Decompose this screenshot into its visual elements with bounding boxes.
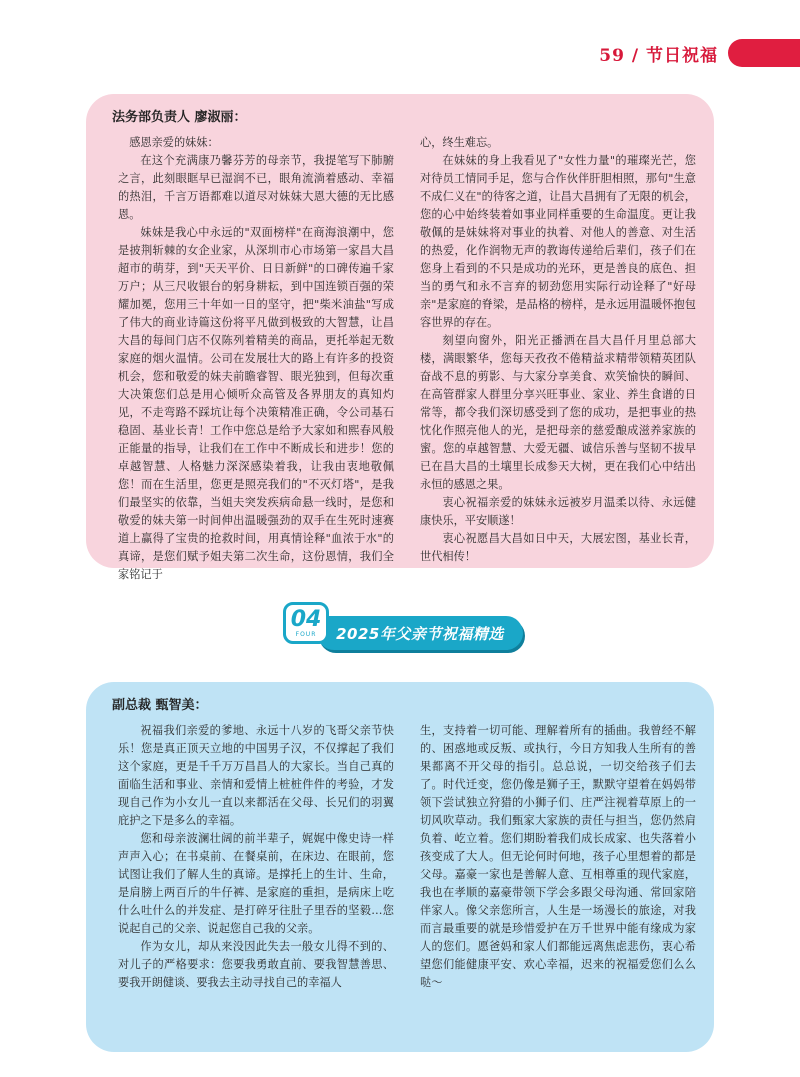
message-author-title: 法务部负责人 廖淑丽： <box>112 110 247 125</box>
message-paragraph: 生，支持着一切可能、理解着所有的插曲。我曾经不解的、困惑地或反叛、或执行，今日方知我人生所有的善果都离不开父母的指引。总总说，一切交给孩子们去了。时代迁变，您仍像是狮子王，默默守望着在妈妈带领下尝试独立狩猎的小狮子们、庄严注视着草原上的一切风吹草动。我们甄家大家族的责任与担当，您仍然肩负着、屹立着。您们期盼着我们成长成家、也失落着小孩变成了大人。但无论何时何地，孩子心里想着的都是父母。嘉豪一家也是善解人意、互相尊重的现代家庭，我也在孝顺的嘉豪带领下学会多跟父母沟通、常回家陪伴家人。像父亲您所言，人生是一场漫长的旅途，对我而言最重要的就是珍惜爱护在万千世界中能有缘成为家人的您们。愿爸妈和家人们都能远离焦虑悲伤，衷心希望您们能健康平安、欢心幸福，迟来的祝福爱您们么么哒～ <box>420 724 696 989</box>
message-column-right <box>420 722 696 1042</box>
message-paragraph: 在妹妹的身上我看见了"女性力量"的璀璨光芒，您对待员工情同手足，您与合作伙伴肝胆相照，那句"生意不成仁义在"的待客之道，让昌大昌拥有了无限的机会，您的心中始终装着如事业同样重要的生命温度。更让我敬佩的是妹妹将对事业的执着、对他人的善意、对生活的热爱，化作润物无声的教诲传递给后辈们，孩子们在您身上看到的不只是成功的光环，更是善良的底色、担当的勇气和永不言弃的韧劲您用实际行动诠释了"好母亲"是家庭的脊梁，是品格的榜样，是永远用温暖怀抱包容世界的存在。 <box>420 154 696 329</box>
section-banner-bar <box>317 616 523 650</box>
section-number-word: FOUR <box>295 630 317 638</box>
message-author-title: 副总裁 甄智美： <box>112 698 208 713</box>
fathers-day-message-box <box>86 682 714 1052</box>
message-paragraph: 在这个充满康乃馨芬芳的母亲节，我提笔写下肺腑之言，此刻眼眶早已湿润不已，眼角流淌着感动、幸福的热泪，千言万语都难以道尽对妹妹大恩大德的无比感恩。 <box>118 154 394 221</box>
message-columns <box>118 722 696 1042</box>
message-paragraph: 衷心祝愿昌大昌如日中天，大展宏图，基业长青，世代相传！ <box>420 532 696 563</box>
section-banner <box>283 602 523 658</box>
message-column-left <box>118 722 394 1042</box>
message-paragraph: 妹妹是我心中永远的"双面榜样"在商海浪潮中，您是披荆斩棘的女企业家，从深圳市心市场第一家昌大昌超市的萌芽，到"天天平价、日日新鲜"的口碑传遍千家万户；从三尺收银台的躬身耕耘，到中国连锁百强的荣耀加冕，您用三十年如一日的坚守，把"柴米油盐"写成了伟大的商业诗篇这份将平凡做到极致的大智慧，让昌大昌的每间门店不仅陈列着精美的商品，更托举起无数家庭的烟火温情。公司在发展壮大的路上有许多的投资机会，您和敬爱的妹夫前瞻睿智、眼光独到，但每次重大决策您们总是用心倾听众高管及各界朋友的真知灼见，不走弯路不踩坑让每个决策精准正确，令公司基石稳固、基业长青！工作中您总是给予大家如和熙春风般正能量的指导，让我们在工作中不断成长和进步！您的卓越智慧、人格魅力深深感染着我，让我由衷地敬佩您！而在生活里，您更是照亮我们的"不灭灯塔"，是我们最坚实的依靠，当姐夫突发疾病命悬一线时，是您和敬爱的妹夫第一时间伸出温暖强劲的双手在生死时速赛道上赢得了宝贵的抢救时间，用真情诠释"血浓于水"的真谛，是您们赋予姐夫第二次生命，这份恩情，我们全家铭记于 <box>118 226 394 581</box>
message-paragraph: 衷心祝福亲爱的妹妹永远被岁月温柔以待、永远健康快乐，平安顺遂！ <box>420 496 696 527</box>
message-columns <box>118 134 696 581</box>
message-paragraph: 感恩亲爱的妹妹： <box>129 136 219 149</box>
message-paragraph: 祝福我们亲爱的爹地、永远十八岁的飞哥父亲节快乐！您是真正顶天立地的中国男子汉，不仅撑起了我们这个家庭，更是千千万万昌昌人的大家长。当自己真的面临生活和事业、亲情和爱情上桩桩件件的考验，才发现自己作为小女儿一直以来都活在父母、长兄们的羽翼庇护之下是多么的幸福。 <box>118 724 394 827</box>
message-column-right <box>420 134 696 563</box>
section-number-badge <box>283 602 329 644</box>
section-number: 04 <box>290 606 322 632</box>
page-number: 59 / 节日祝福 <box>599 45 718 66</box>
message-paragraph: 心，终生难忘。 <box>420 136 499 149</box>
page-header <box>599 38 800 68</box>
message-paragraph: 作为女儿，却从来没因此失去一般女儿得不到的、对儿子的严格要求：您要我勇敢直前、要我智慧善思、要我开朗健谈、要我去主动寻找自己的幸福人 <box>118 940 394 989</box>
message-column-left <box>118 134 394 581</box>
section-banner-title: 2025年父亲节祝福精选 <box>336 624 504 643</box>
message-paragraph: 您和母亲波澜壮阔的前半辈子，娓娓中像史诗一样声声入心；在书桌前、在餐桌前，在床边、在眼前，您试图让我们了解人生的真谛。是撑托上的生计、生命，是肩膀上两百斤的牛仔裤、是家庭的重担，是病床上吃什么吐什么的并发症、是打碎牙往肚子里吞的坚毅…您说起自己的父亲、说起您自己我的父亲。 <box>118 832 394 935</box>
header-accent-pill <box>728 39 800 67</box>
message-paragraph: 刻望向窗外，阳光正播洒在昌大昌仟月里总部大楼，满眼繁华，您每天孜孜不倦精益求精带领精英团队奋战不息的剪影、与大家分享美食、欢笑愉快的瞬间、在高管群家人群里分享兴旺事业、家业、养生食谱的日常等，都令我们深切感受到了您的成功，是把事业的热忱化作照亮他人的光，是把母亲的慈爱酿成滋养家族的蜜。您的卓越智慧、大爱无疆、诚信乐善与坚韧不拔早已在昌大昌的土壤里长成参天大树，更在我们心中结出永恒的感恩之果。 <box>420 334 696 491</box>
mothers-day-message-box <box>86 94 714 581</box>
